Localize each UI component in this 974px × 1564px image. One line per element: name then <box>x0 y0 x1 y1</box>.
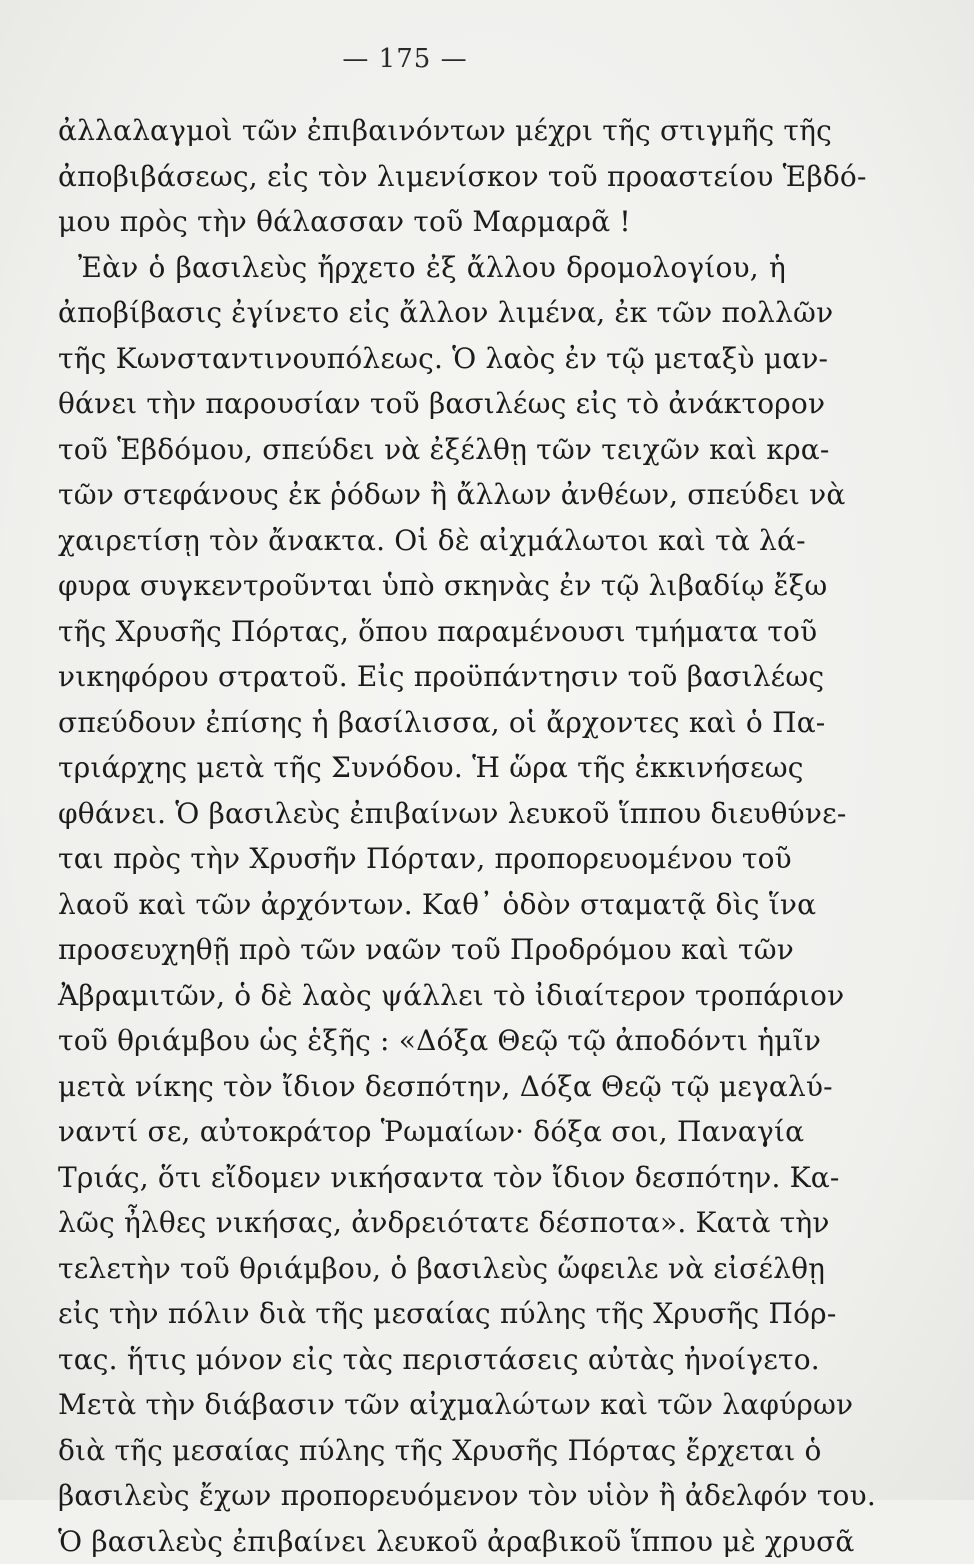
body-text <box>58 108 786 1564</box>
text-line: τριάρχης μετὰ τῆς Συνόδου. Ἡ ὥρα τῆς ἐκκινήσεως <box>58 745 786 791</box>
text-line: τελετὴν τοῦ θριάμβου, ὁ βασιλεὺς ὤφειλε νὰ εἰσέλθῃ <box>58 1246 786 1292</box>
text-line: τοῦ Ἑβδόμου, σπεύδει νὰ ἐξέλθῃ τῶν τειχῶν καὶ κρα- <box>58 427 786 473</box>
text-line: θάνει τὴν παρουσίαν τοῦ βασιλέως εἰς τὸ ἀνάκτορον <box>58 381 786 427</box>
text-line: ται πρὸς τὴν Χρυσῆν Πόρταν, προπορευομένου τοῦ <box>58 836 786 882</box>
text-line: χαιρετίσῃ τὸν ἄνακτα. Οἱ δὲ αἰχμάλωτοι καὶ τὰ λά- <box>58 518 786 564</box>
text-line: Ἀβραμιτῶν, ὁ δὲ λαὸς ψάλλει τὸ ἰδιαίτερον τροπάριον <box>58 973 786 1019</box>
text-line: φθάνει. Ὁ βασιλεὺς ἐπιβαίνων λευκοῦ ἵππου διευθύνε- <box>58 791 786 837</box>
text-line: Ἐὰν ὁ βασιλεὺς ἤρχετο ἐξ ἄλλου δρομολογίου, ἡ <box>58 245 786 291</box>
text-line: σπεύδουν ἐπίσης ἡ βασίλισσα, οἱ ἄρχοντες καὶ ὁ Πα- <box>58 700 786 746</box>
text-line: ναντί σε, αὐτοκράτορ Ῥωμαίων· δόξα σοι, Παναγία <box>58 1109 786 1155</box>
text-line: τοῦ θριάμβου ὡς ἑξῆς : «Δόξα Θεῷ τῷ ἀποδόντι ἡμῖν <box>58 1018 786 1064</box>
text-line: τῆς Χρυσῆς Πόρτας, ὅπου παραμένουσι τμήματα τοῦ <box>58 609 786 655</box>
text-line: Τριάς, ὅτι εἴδομεν νικήσαντα τὸν ἴδιον δεσπότην. Κα- <box>58 1155 786 1201</box>
text-line: μετὰ νίκης τὸν ἴδιον δεσπότην, Δόξα Θεῷ τῷ μεγαλύ- <box>58 1064 786 1110</box>
text-line: λῶς ἦλθες νικήσας, ἀνδρειότατε δέσποτα». Κατὰ τὴν <box>58 1200 786 1246</box>
text-line: εἰς τὴν πόλιν διὰ τῆς μεσαίας πύλης τῆς Χρυσῆς Πόρ- <box>58 1291 786 1337</box>
text-line: λαοῦ καὶ τῶν ἀρχόντων. Καθ᾽ ὁδὸν σταματᾷ δὶς ἵνα <box>58 882 786 928</box>
text-line: τῆς Κωνσταντινουπόλεως. Ὁ λαὸς ἐν τῷ μεταξὺ μαν- <box>58 336 786 382</box>
text-line: τῶν στεφάνους ἐκ ῥόδων ἢ ἄλλων ἀνθέων, σπεύδει νὰ <box>58 472 786 518</box>
text-line: προσευχηθῇ πρὸ τῶν ναῶν τοῦ Προδρόμου καὶ τῶν <box>58 927 786 973</box>
text-line: μου πρὸς τὴν θάλασσαν τοῦ Μαρμαρᾶ ! <box>58 199 786 245</box>
text-line: τας. ἥτις μόνον εἰς τὰς περιστάσεις αὐτὰς ἠνοίγετο. <box>58 1337 786 1383</box>
text-line: φυρα συγκεντροῦνται ὑπὸ σκηνὰς ἐν τῷ λιβαδίῳ ἔξω <box>58 563 786 609</box>
text-line: διὰ τῆς μεσαίας πύλης τῆς Χρυσῆς Πόρτας ἔρχεται ὁ <box>58 1428 786 1474</box>
text-line: ἀλλαλαγμοὶ τῶν ἐπιβαινόντων μέχρι τῆς στιγμῆς τῆς <box>58 108 786 154</box>
text-line: ἀποβιβάσεως, εἰς τὸν λιμενίσκον τοῦ προαστείου Ἑβδό- <box>58 154 786 200</box>
page-number: — 175 — <box>0 44 810 74</box>
text-line: νικηφόρου στρατοῦ. Εἰς προϋπάντησιν τοῦ βασιλέως <box>58 654 786 700</box>
text-line: Μετὰ τὴν διάβασιν τῶν αἰχμαλώτων καὶ τῶν λαφύρων <box>58 1382 786 1428</box>
text-line: ἀποβίβασις ἐγίνετο εἰς ἄλλον λιμένα, ἐκ τῶν πολλῶν <box>58 290 786 336</box>
text-line: Ὁ βασιλεὺς ἐπιβαίνει λευκοῦ ἀραβικοῦ ἵππου μὲ χρυσᾶ <box>58 1519 786 1564</box>
text-line: βασιλεὺς ἔχων προπορευόμενον τὸν υἱὸν ἢ ἀδελφόν του. <box>58 1473 786 1519</box>
